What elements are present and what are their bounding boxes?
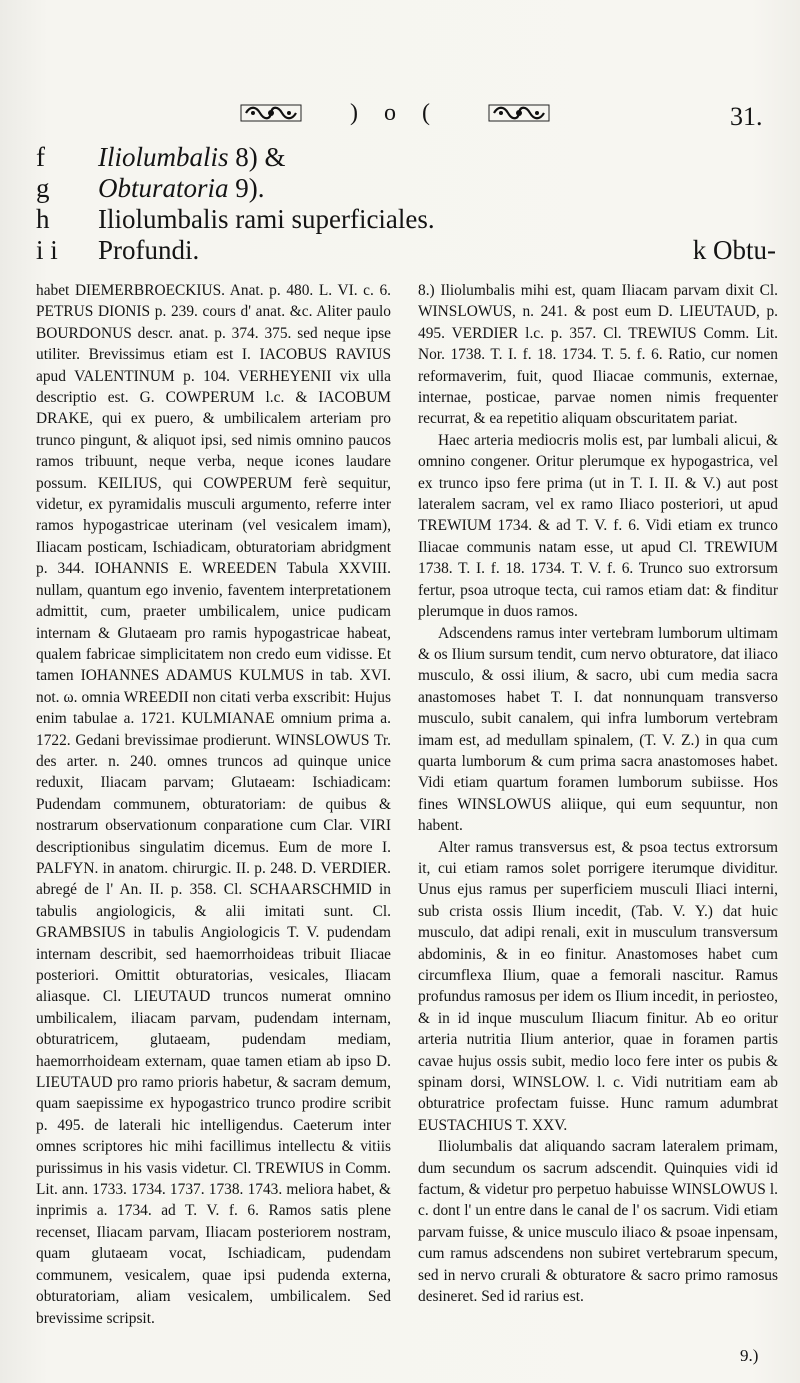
right-paragraph: Adscendens ramus inter vertebram lumborum ultimam & os Ilium sursum tendit, cum nervo obturatore, dat iliaco musculo, & ossi ilium, & sacro, ubi cum media sacra anastomoses habet T. I. dat nonnunquam transverso musculo, subit canalem, qui infra lumborum vertebram imam est, ad medullam spinalem, (T. V. Z.) in qua cum quarta lumborum & cum prima sacra anastomoses habet. Vidi etiam quartum foramen lumborum subiisse. Hos fines WINSLOWUS aliique, qui eum sequuntur, non habent. <box>418 624 778 835</box>
legend-text: Iliolumbalis rami superficiales. <box>98 204 435 234</box>
right-paragraph: 8.) Iliolumbalis mihi est, quam Iliacam parvam dixit Cl. WINSLOWUS, n. 241. & post eum D. LIEUTAUD, p. 495. VERDIER l.c. p. 357. Cl. TREWIUS Comm. Lit. Nor. 1738. T. I. f. 18. 1734. T. 5. f. 6. Ratio, cur nomen reformaverim, fuit, quod Iliacae communis, externae, internae, posticae, parvae nomen nimis frequenter recurrat, & ea repetitio aliquam obscuritatem pariat. <box>418 282 778 428</box>
right-paragraph: Iliolumbalis dat aliquando sacram lateralem primam, dum secundum os sacrum adscendit. Quinquies vidi id factum, & videtur pro perpetuo habuisse WINSLOWUS l. c. dont l' un entre dans le canal de l' os sacrum. Vidi etiam parvam fuisse, & unice musculo iliaco & psoae inpensam, cum ramus adscendens non subiret vertebrarum specum, sed in nervo crurali & obturatore & sacro primo ramosus desineret. Sed id rarius est. <box>418 1138 778 1306</box>
legend-text: Profundi. <box>98 235 200 265</box>
legend-note: 9). <box>235 173 265 203</box>
legend-key: i i <box>36 235 58 265</box>
left-column <box>36 280 391 1329</box>
legend-row-h <box>36 204 776 235</box>
floral-ornament-right-icon <box>488 103 550 123</box>
legend-row-f <box>36 142 776 173</box>
legend-row-g <box>36 173 776 204</box>
page-number: 31. <box>730 102 763 131</box>
header-center-mark: ) o ( <box>350 99 440 126</box>
legend-key: g <box>36 173 50 203</box>
legend-text: Obturatoria <box>98 173 229 203</box>
right-paragraph: Haec arteria mediocris molis est, par lumbali alicui, & omnino congener. Oritur plerumque ex hypogastrica, vel ex trunco ipso fere prima (ut in T. I. II. & V.) aut post lateralem sacram, vel ex ramo Iliaco posteriori, ut apud TREWIUM 1734. & ad T. V. f. 6. Vidi etiam ex trunco Iliacae communis natam esse, ut apud Cl. TREWIUM 1738. T. I. f. 18. 1734. T. V. f. 6. Trunco suo extrorsum fertur, psoa utroque tecta, cui ramos etiam dat: & finditur plerumque in duos ramos. <box>418 431 778 621</box>
running-header <box>240 96 550 130</box>
right-paragraph: Alter ramus transversus est, & psoa tectus extrorsum it, cui etiam ramos solet porrigere iterumque dividitur. Unus ejus ramus per superficiem musculi Iliaci interni, sub crista ossis Ilium incedit, (Tab. V. Y.) dat huic musculo, dat adipi renali, exit in musculum transversum abdominis, & in eo finitur. Anastomoses habet cum circumflexa Ilium, quae a femorali nascitur. Ramus profundus ramosus per idem os Ilium incedit, in periosteo, & in id inque musculum Iliacum finitur. Ab eo oritur arteria nutritia Ilium anterior, quae in foramen partis cavae hujus ossis subit, medio loco fere inter os pubis & spinam dorsi, WINSLOW. l. c. Vidi nutritiam eam ab obturatrice profectam fuisse. Hunc ramum adumbrat EUSTACHIUS T. XXV. <box>418 838 778 1134</box>
footnote-marker: 9.) <box>740 1346 759 1365</box>
legend-row-i <box>36 235 776 266</box>
legend-key: f <box>36 142 45 172</box>
legend-key: h <box>36 204 50 234</box>
floral-ornament-left-icon <box>240 103 302 123</box>
legend-note: 8) & <box>235 142 286 172</box>
figure-legend <box>36 142 776 266</box>
right-column <box>418 280 778 1308</box>
catchword: k Obtu- <box>692 235 776 265</box>
legend-text: Iliolumbalis <box>98 142 229 172</box>
left-paragraph: habet DIEMERBROECKIUS. Anat. p. 480. L. VI. c. 6. PETRUS DIONIS p. 239. cours d' anat. &c. Aliter paulo BOURDONUS descr. anat. p. 374. 375. sed neque ipse utiliter. Brevissimus etiam est I. IACOBUS RAVIUS apud VALENTINUM p. 104. VERHEYENII vix ulla descriptio est. G. COWPERUM l.c. & IACOBUM DRAKE, qui ex puero, & umbilicalem arteriam pro trunco pingunt, & aliquot ipsi, sed nimis omnino paucos ramos tribuunt, neque verba, neque icones laudare possum. KEILIUS, qui COWPERUM ferè sequitur, videtur, ex pyramidalis musculi argumento, referre inter ramos hypogastricae uterinam (vel vesicalem imam), Iliacam posticam, Ischiadicam, obturatoriam abridgment p. 344. IOHANNIS E. WREEDEN Tabula XXVIII. nullam, quantum ego invenio, faventem interpretationem admittit, cum, praeter umbilicalem, unice pudicam internam & Glutaeam pro ramis hypogastricae habeat, qualem fabricae simplicitatem non credo eum vidisse. Et tamen IOHANNES ADAMUS KULMUS in tab. XVI. not. ω. omnia WREEDII non citati verba exscribit: Hujus enim tabulae a. 1721. KULMIANAE omnium prima a. 1722. Gedani brevissimae prodierunt. WINSLOWUS Tr. des arter. n. 240. omnes truncos ad quinque unice reduxit, Iliacam parvam; Glutaeam: Ischiadicam: Pudendam communem, obturatoriam: de quibus & nostrarum observationum conparatione cum Clar. VIRI descriptionibus singulatim dicemus. Eum de more I. PALFYN. in anatom. chirurgic. II. p. 248. D. VERDIER. abregé de l' An. II. p. 358. Cl. SCHAARSCHMID in tabulis angiologicis, & alii imitati sunt. Cl. GRAMBSIUS in tabulis Angiologicis T. V. pudendam internam describit, sed haemorrhoideas tribuit Iliacae posteriori. Omittit obturatorias, vesicales, Iliacam aliasque. Cl. LIEUTAUD truncos numerat omnino umbilicalem, iliacam parvam, pudendam internam, obturatricem, glutaeam, pudendam mediam, haemorrhoideam externam, quae tamen etiam ab ipso D. LIEUTAUD pro ramo prioris habetur, & sacram demum, quam saepissime ex hypogastrico trunco prodire scribit p. 495. de laterali hic intelligendus. Caeterum inter omnes scriptores hic mihi facillimus intellectu & vitiis purissimus in his vasis videtur. Cl. TREWIUS in Comm. Lit. ann. 1733. 1734. 1737. 1738. 1743. meliora habet, & inprimis a. 1734. ad T. V. f. 6. Ramos satis plene recenset, Iliacam parvam, Iliacam posteriorem nostram, quam glutaeam vocat, Ischiadicam, pudendam communem, vesicalem, quae ipsi pudenda externa, obturatoriam, aliam vesicalem, umbilicalem. Sed brevissime scripsit. <box>36 282 391 1327</box>
